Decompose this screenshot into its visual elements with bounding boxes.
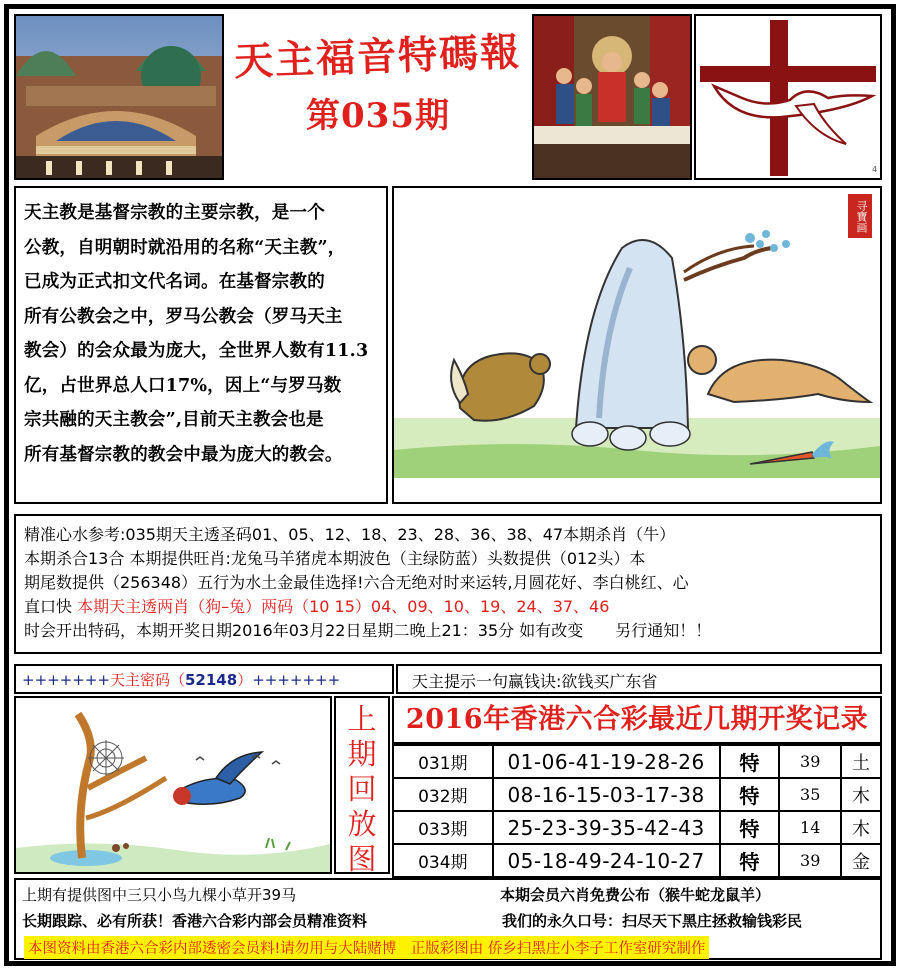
cross-dove-logo bbox=[694, 14, 882, 180]
secret-code-value: 52148 bbox=[185, 671, 238, 689]
prediction-info-block bbox=[14, 514, 882, 654]
header-title-block bbox=[226, 26, 530, 137]
footer-left-1: 上期有提供图中三只小鸟九棵小草开39马 bbox=[22, 886, 297, 904]
info-line-4-highlight: 本期天主透两肖（狗–兔）两码（10 15）04、09、10、19、24、37、46 bbox=[77, 597, 610, 616]
element-cell: 木 bbox=[841, 811, 881, 844]
issue-number: 第035期 bbox=[306, 96, 450, 136]
special-number-cell: 39 bbox=[779, 745, 841, 778]
page-title: 天主福音特碼報 bbox=[233, 29, 523, 85]
winning-hint-bar: 天主提示一句赢钱诀:欲钱买广东省 bbox=[396, 664, 882, 694]
special-number-cell: 14 bbox=[779, 811, 841, 844]
replay-char: 放 bbox=[347, 807, 377, 841]
intro-line: 教会）的会众最为庞大，全世界人数有11.3 bbox=[24, 341, 369, 361]
info-line-2: 本期杀合13合 本期提供旺肖:龙兔马羊猪虎本期波色（主绿防蓝）头数提供（012头）本 bbox=[24, 549, 646, 568]
footer-block bbox=[14, 878, 882, 960]
treasure-stamp: 寻寶画 bbox=[848, 194, 872, 238]
special-number-cell: 35 bbox=[779, 778, 841, 811]
element-cell: 木 bbox=[841, 778, 881, 811]
intro-line: 已成为正式扣文代名词。在基督宗教的 bbox=[24, 272, 325, 292]
numbers-cell: 01-06-41-19-28-26 bbox=[493, 745, 720, 778]
replay-char: 期 bbox=[347, 737, 377, 771]
intro-line: 所有公教会之中，罗马公教会（罗马天主 bbox=[24, 306, 343, 327]
footer-left-2: 长期跟踪、必有所获！香港六合彩内部会员精准资料 bbox=[22, 912, 368, 930]
element-cell: 土 bbox=[841, 745, 881, 778]
info-line-4 bbox=[24, 595, 872, 619]
draw-record-row bbox=[393, 745, 881, 778]
special-label-cell: 特 bbox=[720, 811, 780, 844]
intro-line: 亿，占世界总人口17%，因上“与罗马数 bbox=[24, 375, 342, 396]
info-line-4-prefix: 直口快 bbox=[24, 597, 78, 616]
period-cell: 031期 bbox=[393, 745, 493, 778]
intro-line: 天主教是基督宗教的主要宗教，是一个 bbox=[24, 203, 325, 223]
footer-right-2: 我们的永久口号：扫尽天下黑庄拯救输钱彩民 bbox=[502, 912, 803, 930]
intro-line: 所有基督宗教的教会中最为庞大的教会。 bbox=[24, 444, 343, 465]
special-label-cell: 特 bbox=[720, 778, 780, 811]
draw-record-row bbox=[393, 844, 881, 877]
plus-right: +++++++ bbox=[252, 671, 341, 689]
info-line-3: 期尾数提供（256348）五行为水土金最佳选择!六合无绝对时来运转,月圆花好、李白桃红、心 bbox=[24, 573, 689, 592]
draw-records-title: 2016年香港六合彩最近几期开奖记录 bbox=[392, 696, 882, 744]
replay-char: 图 bbox=[347, 842, 377, 876]
intro-line: 公教，自明朝时就沿用的名称“天主教”， bbox=[24, 237, 346, 258]
cathedral-image bbox=[14, 14, 224, 180]
period-cell: 034期 bbox=[393, 844, 493, 877]
plus-left: +++++++ bbox=[22, 671, 110, 689]
info-line-1: 精准心水参考:035期天主透圣码01、05、12、18、23、28、36、38、47本期杀肖（牛） bbox=[24, 525, 676, 544]
intro-text-block bbox=[14, 186, 388, 504]
replay-char: 回 bbox=[347, 772, 377, 806]
footer-right-1: 本期会员六肖免费公布（猴牛蛇龙鼠羊） bbox=[500, 886, 771, 904]
numbers-cell: 05-18-49-24-10-27 bbox=[493, 844, 720, 877]
numbers-cell: 08-16-15-03-17-38 bbox=[493, 778, 720, 811]
puzzle-picture bbox=[392, 186, 882, 504]
period-cell: 032期 bbox=[393, 778, 493, 811]
intro-line: 宗共融的天主教会”,目前天主教会也是 bbox=[24, 410, 324, 430]
replay-char: 上 bbox=[347, 702, 377, 736]
secret-code-bar bbox=[14, 664, 394, 694]
period-cell: 033期 bbox=[393, 811, 493, 844]
footer-banner: 本图资料由香港六合彩内部透密会员料!请勿用与大陆赌博 正版彩图由 侨乡扫黑庄小李子工作室研究制作 bbox=[24, 936, 709, 959]
secret-code-label: 天主密码（ bbox=[109, 671, 185, 689]
draw-records-table bbox=[392, 744, 882, 878]
special-label-cell: 特 bbox=[720, 844, 780, 877]
corner-mark: 4 bbox=[872, 165, 878, 174]
draw-record-row bbox=[393, 811, 881, 844]
draw-record-row bbox=[393, 778, 881, 811]
special-number-cell: 39 bbox=[779, 844, 841, 877]
last-issue-replay-label bbox=[334, 696, 390, 874]
special-label-cell: 特 bbox=[720, 745, 780, 778]
info-line-5: 时会开出特码，本期开奖日期2016年03月22日星期二晚上21：35分 如有改变 另行通知！！ bbox=[24, 621, 712, 640]
element-cell: 金 bbox=[841, 844, 881, 877]
secret-code-close: ） bbox=[237, 671, 253, 689]
last-issue-picture bbox=[14, 696, 332, 874]
last-supper-painting bbox=[532, 14, 692, 180]
numbers-cell: 25-23-39-35-42-43 bbox=[493, 811, 720, 844]
